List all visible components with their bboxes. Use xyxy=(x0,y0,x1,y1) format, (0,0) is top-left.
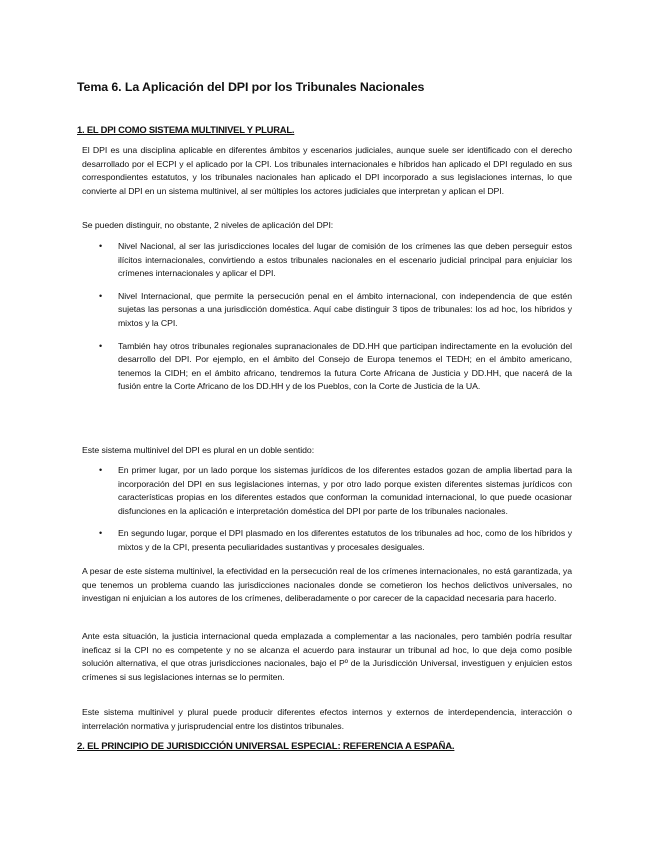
bullet-icon: • xyxy=(99,465,103,475)
section-2-heading: 2. EL PRINCIPIO DE JURISDICCIÓN UNIVERSAL ESPECIAL: REFERENCIA A ESPAÑA. xyxy=(77,741,455,752)
list-item-text: En segundo lugar, porque el DPI plasmado en los diferentes estatutos de los tribunales ad hoc, como de los híbridos y mixtos y de la CPI, presenta peculiaridades sustantivas y procesales desiguales. xyxy=(118,528,572,552)
document-title: Tema 6. La Aplicación del DPI por los Tribunales Nacionales xyxy=(77,80,425,94)
paragraph-6: Este sistema multinivel y plural puede producir diferentes efectos internos y externos de interdependencia, interacción o interrelación normativa y jurisprudencial entre los distintos tribunales. xyxy=(82,707,572,731)
paragraph-3: Este sistema multinivel del DPI es plural en un doble sentido: xyxy=(82,445,315,455)
levels-list xyxy=(82,240,572,403)
paragraph-1: El DPI es una disciplina aplicable en diferentes ámbitos y escenarios judiciales, aunque suele ser identificado con el derecho desarrollado por el ECPI y el aplicado por la CPI. Los tribunales internacionales e híbridos han aplicado el DPI regulado en sus correspondientes estatutos, y los tribunales nacionales han aplicado el DPI incorporado a sus legislaciones internas, lo que convierte al DPI en un sistema multinivel, al ser múltiples los actores judiciales que interpretan y aplican el DPI. xyxy=(82,145,572,196)
list-item-text: Nivel Internacional, que permite la persecución penal en el ámbito internacional, con independencia de que estén sujetas las personas a una jurisdicción doméstica. Aquí cabe distinguir 3 tipos de tribunales: los ad hoc, los híbridos y mixtos y la CPI. xyxy=(118,290,572,328)
bullet-icon: • xyxy=(99,241,103,251)
paragraph-4: A pesar de este sistema multinivel, la efectividad en la persecución real de los crímenes internacionales, no está garantizada, ya que tenemos un problema cuando las jurisdicciones nacionales donde se cometieron los hechos delictivos universales, no investigan ni enjuician a los autores de los crímenes, deliberadamente o por carecer de la capacidad necesaria para hacerlo. xyxy=(82,566,572,604)
section-1-heading: 1. EL DPI COMO SISTEMA MULTINIVEL Y PLURAL. xyxy=(77,124,295,135)
paragraph-2: Se pueden distinguir, no obstante, 2 niveles de aplicación del DPI: xyxy=(82,220,334,230)
plural-senses-list xyxy=(82,464,572,564)
list-item-text: En primer lugar, por un lado porque los sistemas jurídicos de los diferentes estados gozan de amplia libertad para la incorporación del DPI en sus legislaciones internas, y por otro lado porque existen diferentes sistemas jurídicos con características propias en los diferentes estados que conforman la comunidad internacional, lo que puede ocasionar disfunciones en la aplicación e interpretación doméstica del DPI por parte de los tribunales nacionales. xyxy=(118,465,572,516)
list-item xyxy=(82,340,572,394)
list-item xyxy=(82,527,572,554)
list-item xyxy=(82,464,572,518)
list-item xyxy=(82,240,572,281)
paragraph-5: Ante esta situación, la justicia internacional queda emplazada a complementar a las nacionales, pero también podría resultar ineficaz si la CPI no es competente y no se alcanza el acuerdo para instaurar un tribunal ad hoc, lo que deja como posible solución alternativa, el que otras jurisdicciones nacionales, bajo el Pº de la Jurisdicción Universal, investiguen y enjuicien estos crímenes si sus legislaciones internas se lo permiten. xyxy=(82,631,572,682)
list-item-text: Nivel Nacional, al ser las jurisdicciones locales del lugar de comisión de los crímenes las que deben perseguir estos ilícitos internacionales, convirtiendo a estos tribunales nacionales en el escenario judicial principal para enjuiciar los crímenes internacionales y aplicar el DPI. xyxy=(118,241,572,279)
bullet-icon: • xyxy=(99,290,103,301)
list-item xyxy=(82,290,572,331)
bullet-icon: • xyxy=(99,528,103,539)
list-item-text: También hay otros tribunales regionales supranacionales de DD.HH que participan indirectamente en la evolución del desarrollo del DPI. Por ejemplo, en el ámbito del Consejo de Europa tenemos el TEDH; en el ámbito americano, tenemos la CIDH; en el ámbito africano, tendremos la futura Corte Africana de Justicia y DD.HH, que nacerá de la fusión entre la Corte Africano de los DD.HH y de los Pueblos, con la Corte de Justicia de la UA. xyxy=(118,340,572,392)
bullet-icon: • xyxy=(99,340,103,351)
